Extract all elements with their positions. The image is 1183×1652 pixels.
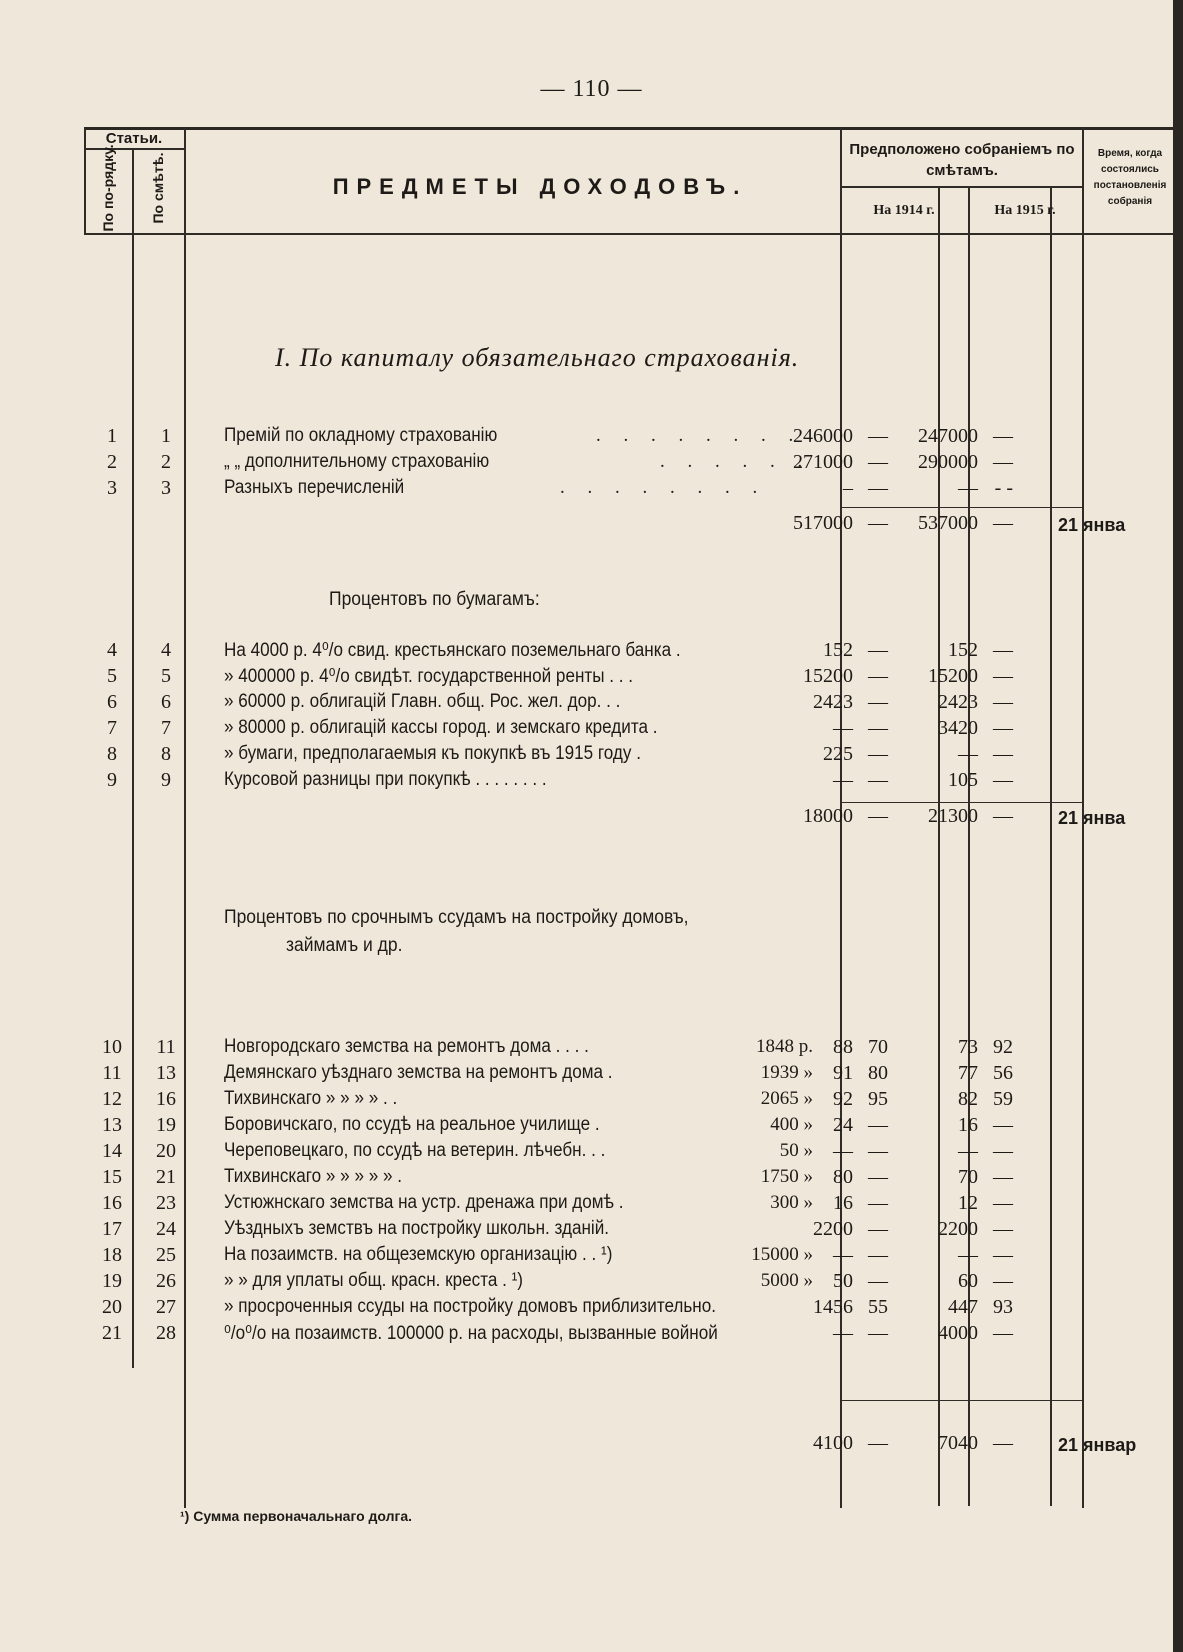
kop-1914: — (868, 1322, 888, 1344)
amount-1915: 12 (958, 1192, 978, 1214)
kop-1915: — (993, 769, 1013, 791)
kop-1914: — (868, 1114, 888, 1136)
estimate-number: 3 (161, 477, 171, 499)
row-number: 16 (102, 1192, 122, 1214)
section3-sum-line (840, 1400, 1082, 1401)
table-row (0, 1270, 1183, 1296)
kop-1915: — (993, 1322, 1013, 1344)
estimate-number: 21 (156, 1166, 176, 1188)
loan-amount: 50 » (779, 1140, 813, 1161)
row-number: 5 (107, 665, 117, 687)
section2-sum-line (840, 802, 1082, 803)
row-number: 17 (102, 1218, 122, 1240)
amount-1915: 152 (948, 639, 978, 661)
kop-1915: — (993, 717, 1013, 739)
amount-1914: — (833, 769, 853, 791)
row-number: 20 (102, 1296, 122, 1318)
table-row (0, 1192, 1183, 1218)
stati-underline (84, 148, 184, 150)
amount-1915: 15200 (928, 665, 978, 687)
amount-1914: 2200 (813, 1218, 853, 1240)
row-number: 6 (107, 691, 117, 713)
amount-1914: — (833, 717, 853, 739)
estimate-number: 27 (156, 1296, 176, 1318)
header-title: ПРЕДМЕТЫ ДОХОДОВЪ. (332, 174, 748, 199)
kop-1915: — (993, 665, 1013, 687)
section3-title-line1: Процентовъ по срочнымъ ссудамъ на постройку домовъ, (224, 907, 689, 928)
table-row (0, 1166, 1183, 1192)
row-number: 4 (107, 639, 117, 661)
section2-title: Процентовъ по бумагамъ: (329, 589, 540, 610)
item-description: Премій по окладному страхованію (224, 425, 498, 446)
amount-1914: 16 (833, 1192, 853, 1214)
kop-1914: — (868, 743, 888, 765)
row-number: 10 (102, 1036, 122, 1058)
item-description: На 4000 р. 4⁰/о свид. крестьянскаго поземельнаго банка . (224, 640, 681, 661)
item-description: » 60000 р. облигацій Главн. общ. Рос. жел. дор. . . (224, 691, 621, 712)
amount-1915: — (958, 1140, 978, 1162)
estimate-number: 5 (161, 665, 171, 687)
amount-1915: 247000 (918, 425, 978, 447)
table-row (0, 691, 1183, 717)
item-description: » бумаги, предполагаемыя къ покупкѣ въ 1915 году . (224, 743, 641, 764)
kop-1914: 70 (868, 1036, 888, 1058)
kop-1914: — (868, 1244, 888, 1266)
loan-amount: 1750 » (760, 1166, 813, 1187)
section2-total-1915: 21300 (928, 805, 978, 827)
kop-1914: — (868, 1192, 888, 1214)
row-number: 19 (102, 1270, 122, 1292)
kop-1915: — (993, 691, 1013, 713)
header-po-poryadku: По по-рядку. (100, 144, 116, 232)
row-number: 12 (102, 1088, 122, 1110)
leader-dots: . . . . . . . . (560, 477, 767, 498)
row-number: 11 (102, 1062, 122, 1084)
kop-1915: 92 (993, 1036, 1013, 1058)
row-number: 21 (102, 1322, 122, 1344)
amount-1915: 290000 (918, 451, 978, 473)
amount-1914: 91 (833, 1062, 853, 1084)
loan-amount: 400 » (770, 1114, 813, 1135)
kop-1914: — (868, 717, 888, 739)
item-description: » » для уплаты общ. красн. креста . ¹) (224, 1270, 524, 1291)
kop-1915: 59 (993, 1088, 1013, 1110)
amount-1914: – (843, 477, 853, 499)
row-number: 15 (102, 1166, 122, 1188)
loan-amount: 2065 » (760, 1088, 813, 1109)
amount-1915: 105 (948, 769, 978, 791)
kop-1915: 56 (993, 1062, 1013, 1084)
amount-1914: 225 (823, 743, 853, 765)
footnote: ¹) Сумма первоначальнаго долга. (180, 1508, 413, 1524)
section1-title: I. По капиталу обязательнаго страхованія. (275, 343, 800, 372)
amount-1915: 77 (958, 1062, 978, 1084)
kop-1914: — (868, 639, 888, 661)
section1-date: 21 янва (1058, 515, 1126, 535)
estimate-number: 20 (156, 1140, 176, 1162)
estimate-number: 6 (161, 691, 171, 713)
amount-1915: — (958, 477, 978, 499)
table-row (0, 1114, 1183, 1140)
section1-total-1914: 517000 (793, 512, 853, 534)
item-description: „ „ дополнительному страхованію (224, 451, 490, 472)
table-row (0, 1296, 1183, 1322)
section3-total-1915-kop: — (993, 1432, 1013, 1454)
amount-1914: 2423 (813, 691, 853, 713)
kop-1914: — (868, 665, 888, 687)
kop-1914: — (868, 425, 888, 447)
header-po-smete: По смѣтѣ. (150, 152, 166, 224)
loan-amount: 1939 » (760, 1062, 813, 1083)
amount-1915: 2200 (938, 1218, 978, 1240)
table-row (0, 451, 1183, 477)
item-description: Новгородскаго земства на ремонтъ дома . . . . (224, 1036, 589, 1057)
loan-amount: 300 » (770, 1192, 813, 1213)
section3-title-line2: займамъ и др. (286, 935, 403, 956)
header-year-1915: На 1915 г. (994, 203, 1056, 218)
amount-1915: 70 (958, 1166, 978, 1188)
estimate-number: 26 (156, 1270, 176, 1292)
kop-1915: — (993, 425, 1013, 447)
item-description: Устюжнскаго земства на устр. дренажа при домѣ . (224, 1192, 624, 1213)
estimate-number: 9 (161, 769, 171, 791)
item-description: Демянскаго уѣзднаго земства на ремонтъ дома . (224, 1062, 613, 1083)
scan-edge (1173, 0, 1183, 1652)
kop-1914: — (868, 1166, 888, 1188)
table-row (0, 743, 1183, 769)
item-description: » 80000 р. облигацій кассы город. и земскаго кредита . (224, 717, 658, 738)
row-number: 7 (107, 717, 117, 739)
table-row (0, 1322, 1183, 1348)
kop-1915: — (993, 1270, 1013, 1292)
section2-total-1915-kop: — (993, 805, 1013, 827)
amount-1915: — (958, 1244, 978, 1266)
loan-amount: 5000 » (760, 1270, 813, 1291)
row-number: 2 (107, 451, 117, 473)
amount-1914: 50 (833, 1270, 853, 1292)
item-description: ⁰/о⁰/о на позаимств. 100000 р. на расходы, вызванные войной (224, 1323, 718, 1344)
estimate-number: 24 (156, 1218, 176, 1240)
amount-1915: 16 (958, 1114, 978, 1136)
kop-1915: — (993, 1114, 1013, 1136)
kop-1915: — (993, 1192, 1013, 1214)
amount-1915: 4000 (938, 1322, 978, 1344)
leader-dots: . . . . . . . . (596, 425, 803, 446)
amount-1914: 246000 (793, 425, 853, 447)
amount-1914: — (833, 1140, 853, 1162)
row-number: 9 (107, 769, 117, 791)
table-row (0, 665, 1183, 691)
table-row (0, 1140, 1183, 1166)
header-year-1914: На 1914 г. (873, 203, 935, 218)
section3-total-1914: 4100 (813, 1432, 853, 1454)
amount-1915: 82 (958, 1088, 978, 1110)
item-description: На позаимств. на общеземскую организацію . . ¹) (224, 1244, 613, 1265)
item-description: » просроченныя ссуды на постройку домовъ приблизительно. (224, 1296, 717, 1317)
estimate-number: 23 (156, 1192, 176, 1214)
loan-amount: 1848 р. (756, 1036, 813, 1057)
table-row (0, 639, 1183, 665)
section2-total-1914-kop: — (868, 805, 888, 827)
amount-1914: 24 (833, 1114, 853, 1136)
item-description: Боровичскаго, по ссудѣ на реальное училище . (224, 1114, 600, 1135)
section1-sum-line (840, 507, 1082, 508)
kop-1915: 93 (993, 1296, 1013, 1318)
estimate-number: 16 (156, 1088, 176, 1110)
amount-1914: 88 (833, 1036, 853, 1058)
amount-1915: — (958, 743, 978, 765)
amount-1915: 447 (948, 1296, 978, 1318)
table-row (0, 1088, 1183, 1114)
loan-amount: 15000 » (751, 1244, 813, 1265)
kop-1914: 95 (868, 1088, 888, 1110)
table-top-border (84, 127, 1173, 130)
row-number: 8 (107, 743, 117, 765)
row-number: 13 (102, 1114, 122, 1136)
amount-1915: 60 (958, 1270, 978, 1292)
page-number: — 110 — (540, 76, 643, 102)
kop-1915: — (993, 1166, 1013, 1188)
section1-total-1914-kop: — (868, 512, 888, 534)
amount-1914: 271000 (793, 451, 853, 473)
item-description: Тихвинскаго » » » » . . (224, 1088, 398, 1109)
amount-1915: 73 (958, 1036, 978, 1058)
kop-1914: — (868, 769, 888, 791)
amount-1914: 15200 (803, 665, 853, 687)
kop-1915: — (993, 639, 1013, 661)
item-description: Курсовой разницы при покупкѣ . . . . . . . . (224, 769, 547, 790)
estimate-number: 11 (156, 1036, 176, 1058)
predpolozheno-underline (840, 186, 1082, 188)
kop-1914: — (868, 477, 888, 499)
table-row (0, 425, 1183, 451)
section2-total-1914: 18000 (803, 805, 853, 827)
table-row (0, 1062, 1183, 1088)
amount-1914: 152 (823, 639, 853, 661)
kop-1914: — (868, 1140, 888, 1162)
section1-total-1915: 537000 (918, 512, 978, 534)
section3-total-1914-kop: — (868, 1432, 888, 1454)
header-bottom-border (84, 233, 1173, 235)
row-number: 3 (107, 477, 117, 499)
leader-dots: . . . . . . (660, 451, 812, 472)
kop-1914: 80 (868, 1062, 888, 1084)
amount-1914: — (833, 1322, 853, 1344)
header-vremya: Время, когда состоялись постановленія собранія (1093, 148, 1167, 207)
item-description: Череповецкаго, по ссудѣ на ветерин. лѣчебн. . . (224, 1140, 606, 1161)
table-row (0, 717, 1183, 743)
amount-1914: 92 (833, 1088, 853, 1110)
item-description: Уѣздныхъ земствъ на постройку школьн. зданій. (224, 1218, 610, 1239)
estimate-number: 1 (161, 425, 171, 447)
kop-1914: — (868, 691, 888, 713)
table-row (0, 769, 1183, 795)
estimate-number: 28 (156, 1322, 176, 1344)
kop-1915: — (993, 1218, 1013, 1240)
kop-1914: 55 (868, 1296, 888, 1318)
amount-1915: 2423 (938, 691, 978, 713)
estimate-number: 25 (156, 1244, 176, 1266)
header-stati: Статьи. (105, 130, 163, 147)
section3-total-1915: 7040 (938, 1432, 978, 1454)
estimate-number: 8 (161, 743, 171, 765)
table-row (0, 477, 1183, 503)
row-number: 1 (107, 425, 117, 447)
estimate-number: 2 (161, 451, 171, 473)
section3-date: 21 январ (1058, 1435, 1137, 1455)
estimate-number: 4 (161, 639, 171, 661)
table-row (0, 1244, 1183, 1270)
item-description: Разныхъ перечисленій (224, 477, 405, 498)
kop-1915: — (993, 1140, 1013, 1162)
kop-1914: — (868, 1218, 888, 1240)
table-row (0, 1218, 1183, 1244)
kop-1915: - - (994, 477, 1013, 499)
estimate-number: 13 (156, 1062, 176, 1084)
item-description: Тихвинскаго » » » » » . (224, 1166, 402, 1187)
table-row (0, 1036, 1183, 1062)
kop-1915: — (993, 451, 1013, 473)
kop-1914: — (868, 1270, 888, 1292)
estimate-number: 7 (161, 717, 171, 739)
kop-1915: — (993, 1244, 1013, 1266)
amount-1914: 1456 (813, 1296, 853, 1318)
estimate-number: 19 (156, 1114, 176, 1136)
item-description: » 400000 р. 4⁰/о свидѣт. государственной ренты . . . (224, 666, 634, 687)
amount-1915: 3420 (938, 717, 978, 739)
section2-date: 21 янва (1058, 808, 1126, 828)
amount-1914: — (833, 1244, 853, 1266)
row-number: 14 (102, 1140, 122, 1162)
amount-1914: 80 (833, 1166, 853, 1188)
header-predpolozheno: Предположено собраніемъ по смѣтамъ. (849, 141, 1075, 179)
kop-1914: — (868, 451, 888, 473)
section1-total-1915-kop: — (993, 512, 1013, 534)
kop-1915: — (993, 743, 1013, 765)
row-number: 18 (102, 1244, 122, 1266)
